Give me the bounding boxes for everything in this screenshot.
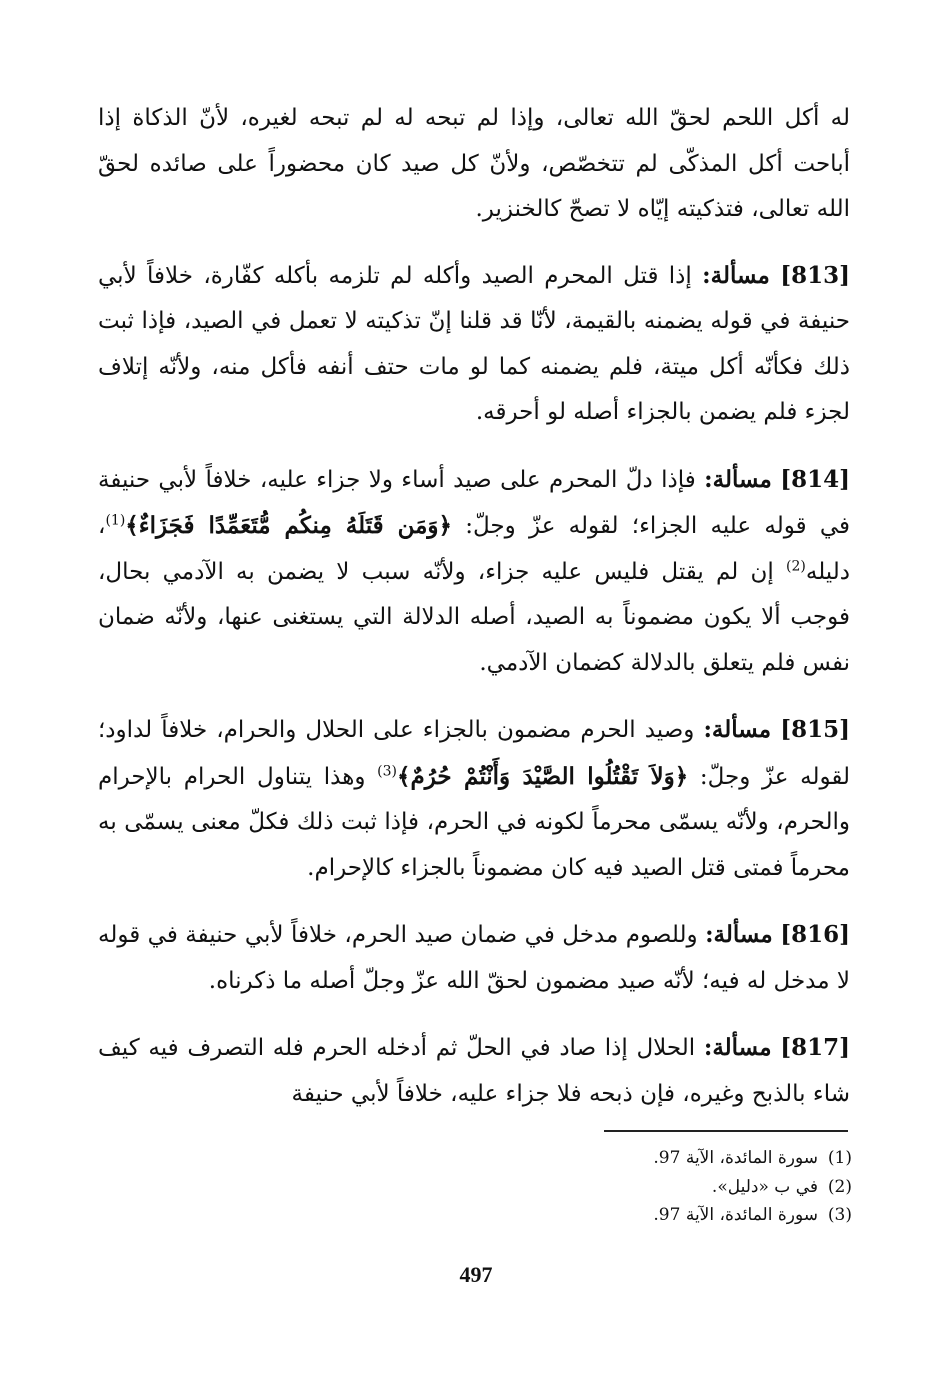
footnote-separator	[604, 1130, 848, 1132]
issue-text-before: وصيد الحرم مضمون بالجزاء على الحلال والحرام، خلافاً لداود؛ لقوله عزّ وجلّ:	[98, 717, 851, 790]
issue-text: وللصوم مدخل في ضمان صيد الحرم، خلافاً لأبي حنيفة في قوله لا مدخل له فيه؛ لأنّه صيد مضمون لحقّ الله عزّ وجلّ أصله ما ذكرناه.	[98, 922, 850, 994]
issue-label: مسألة:	[704, 465, 772, 493]
issue-label: مسألة:	[702, 261, 770, 289]
issue-816	[98, 912, 850, 1004]
footnote-item	[352, 1144, 852, 1173]
footnote-text: سورة المائدة، الآية 97.	[653, 1205, 818, 1225]
issue-815	[98, 707, 850, 891]
footnote-item	[352, 1201, 852, 1230]
issue-817	[98, 1025, 850, 1117]
issue-text-middle: ، دليله	[98, 513, 850, 585]
footnote-number: (3)	[827, 1205, 852, 1225]
continuation-paragraph	[98, 96, 850, 233]
issue-number: [817]	[780, 1034, 851, 1061]
footnotes	[352, 1144, 852, 1230]
footnote-reference: (2)	[786, 557, 806, 574]
issue-number: [815]	[780, 716, 851, 743]
footnote-reference: (1)	[105, 512, 126, 529]
quran-verse: ﴿وَمَن قَتَلَهُ مِنكُم مُّتَعَمِّدًا فَجَزَاءٌ﴾	[125, 512, 452, 539]
issue-number: [813]	[780, 261, 850, 289]
footnote-item	[352, 1173, 852, 1202]
footnote-number: (1)	[827, 1148, 852, 1168]
footnote-number: (2)	[827, 1176, 852, 1197]
issue-label: مسألة:	[703, 716, 772, 743]
issue-number: [816]	[780, 921, 851, 948]
intro-text: له أكل اللحم لحقّ الله تعالى، وإذا لم تبحه له لم تبحه لغيره، لأنّ الذكاة إذا أباحت أكل المذكّى لم تتخصّص، ولأنّ كل صيد كان محضوراً على صائده لحقّ الله تعالى، فتذكيته إيّاه لا تصحّ كالخنزير.	[98, 105, 850, 222]
issue-814	[98, 457, 850, 687]
footnote-text: سورة المائدة، الآية 97.	[653, 1148, 818, 1168]
issue-label: مسألة:	[703, 1034, 772, 1061]
footnote-text: في ب «دليل».	[711, 1176, 818, 1197]
page-number: 497	[459, 1262, 493, 1287]
issue-label: مسألة:	[705, 921, 773, 948]
issue-text-after: إن لم يقتل فليس عليه جزاء، ولأنّه سبب لا يضمن به الآدمي بحال، فوجب ألا يكون مضموناً به الصيد، أصله الدلالة التي يستغنى عنها، ولأنّه ضمان نفس فلم يتعلق بالدلالة كضمان الآدمي.	[98, 558, 850, 676]
issue-number: [814]	[780, 465, 850, 493]
issue-813	[98, 253, 850, 436]
quran-verse: ﴿وَلاَ تَقْتُلُوا الصَّيْدَ وَأَنْتُمْ حُرُمٌ﴾	[397, 762, 689, 790]
issue-text-after: وهذا يتناول الحرام بالإحرام والحرم، ولأنّه يسمّى محرماً لكونه في الحرم، فإذا ثبت ذلك فكلّ معنى يسمّى به محرماً فمتى قتل الصيد فيه كان مضموناً بالجزاء كالإحرام.	[98, 763, 850, 881]
issue-text-before: فإذا دلّ المحرم على صيد أساء ولا جزاء عليه، خلافاً لأبي حنيفة في قوله عليه الجزاء؛ لقوله عزّ وجلّ:	[98, 466, 851, 539]
issue-text: الحلال إذا صاد في الحلّ ثم أدخله الحرم فله التصرف فيه كيف شاء بالذبح وغيره، فإن ذبحه فلا جزاء عليه، خلافاً لأبي حنيفة	[98, 1035, 850, 1107]
footnote-reference: (3)	[377, 762, 398, 779]
book-page-body	[98, 96, 850, 1138]
issue-text: إذا قتل المحرم الصيد وأكله لم تلزمه بأكله كفّارة، خلافاً لأبي حنيفة في قوله يضمنه بالقيمة، لأنّا قد قلنا إنّ تذكيته لا تعمل في الصيد، فإذا ثبت ذلك فكأنّه أكل ميتة، فلم يضمنه كما لو مات حتف أنفه فأكل منه، ولأنّه إتلاف لجزء فلم يضمن بالجزاء أصله لو أحرقه.	[98, 262, 850, 425]
